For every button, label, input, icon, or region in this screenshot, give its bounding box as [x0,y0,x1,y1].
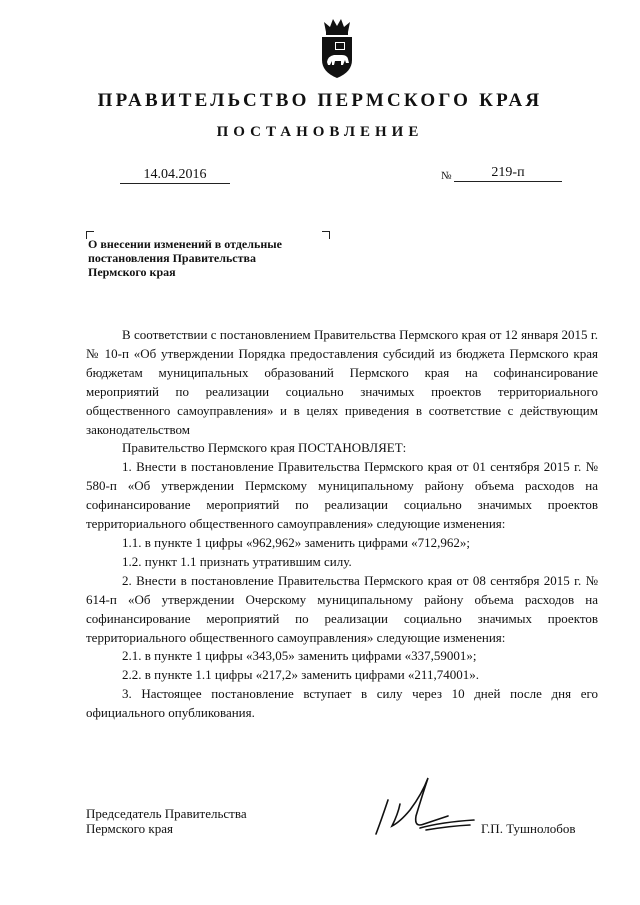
document-date: 14.04.2016 [120,166,230,184]
body-paragraph: 1.1. в пункте 1 цифры «962,962» заменить цифрами «712,962»; [122,534,471,550]
signatory-name: Г.П. Тушнолобов [481,821,576,836]
document-type-title: ПОСТАНОВЛЕНИЕ [216,124,424,140]
document-body [86,326,598,723]
body-paragraph: 2.1. в пункте 1 цифры «343,05» заменить цифрами «337,59001»; [122,648,477,664]
signatory-position [86,806,247,836]
body-paragraph: 2. Внести в постановление Правительства Пермского края от 08 сентября 2015 г. № 614-п «Об утверждении Очерскому муниципальному району объема расходов на софинансирование мероприятий по реализации социально значимых проектов территориального общественного самоуправления» следующие изменения: [86,572,598,645]
body-paragraph: В соответствии с постановлением Правительства Пермского края от 12 января 2015 г. № 10-п «Об утверждении Порядка предоставления субсидий из бюджета Пермского края бюджетам муниципальных образований Пермского края на софинансирование мероприятий по реализации социально значимых проектов территориального общественного самоуправления» и в целях приведения в соответствие с действующим законодательством [86,327,598,437]
subject-line: О внесении изменений в отдельные [88,237,282,251]
subject-line: Пермского края [88,265,176,279]
document-subject [88,237,348,279]
signatory-position-line: Председатель Правительства [86,806,247,821]
subject-line: постановления Правительства [88,251,256,265]
body-paragraph: 1. Внести в постановление Правительства Пермского края от 01 сентября 2015 г. № 580-п «Об утверждении Пермскому муниципальному району объема расходов на софинансирование мероприятий по реализации социально значимых проектов территориального общественного самоуправления» следующие изменения: [86,459,598,532]
organization-title: ПРАВИТЕЛЬСТВО ПЕРМСКОГО КРАЯ [97,90,543,111]
signatory-position-line: Пермского края [86,821,173,836]
body-paragraph: 1.2. пункт 1.1 признать утратившим силу. [122,553,352,569]
body-paragraph: 3. Настоящее постановление вступает в силу через 10 дней после дня его официального опубликования. [86,686,598,721]
coat-of-arms-icon [316,18,358,80]
document-number: 219-п [454,164,562,182]
body-paragraph: Правительство Пермского края ПОСТАНОВЛЯЕТ: [122,440,407,456]
body-paragraph: 2.2. в пункте 1.1 цифры «217,2» заменить цифрами «211,74001». [122,667,479,683]
signature-icon [370,770,480,840]
number-sign: № [441,170,452,182]
